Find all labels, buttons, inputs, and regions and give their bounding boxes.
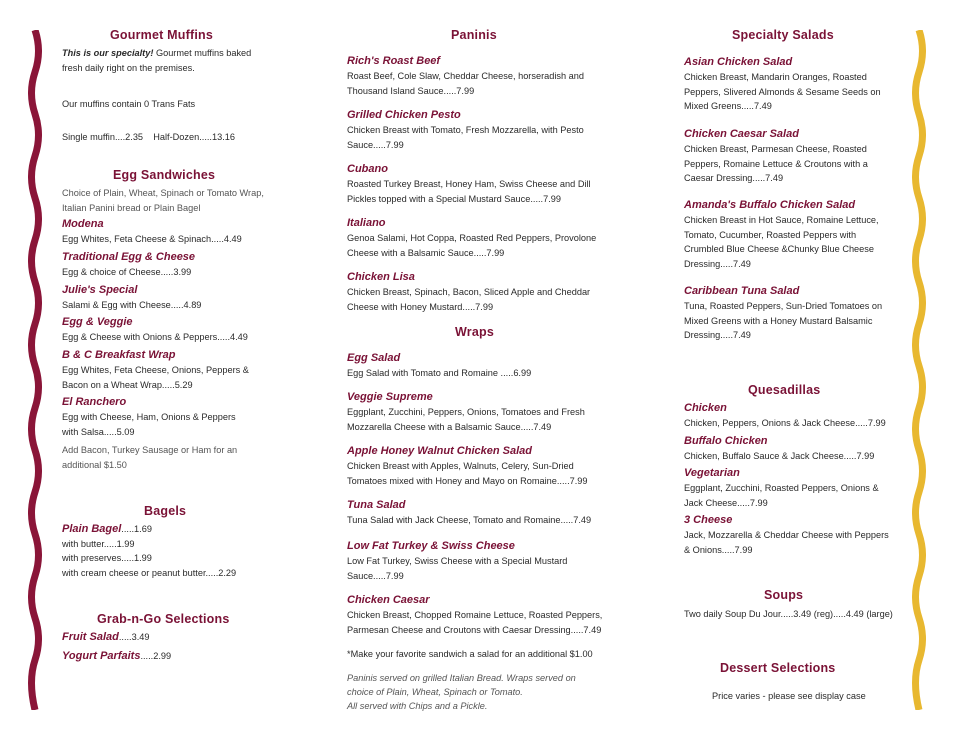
soup-prices: Two daily Soup Du Jour.....3.49 (reg).....4.49 (large) <box>684 609 893 619</box>
menu-item-desc: Roast Beef, Cole Slaw, Cheddar Cheese, horseradish and Thousand Island Sauce.....7.99 <box>347 71 584 96</box>
menu-item-desc: Genoa Salami, Hot Coppa, Roasted Red Peppers, Provolone Cheese with a Balsamic Sauce.....7.99 <box>347 233 597 258</box>
menu-item-desc: Tuna, Roasted Peppers, Sun-Dried Tomatoes on Mixed Greens with a Honey Mustard Balsamic Dressing.....7.49 <box>684 301 883 340</box>
menu-item-name: Egg Salad <box>347 352 401 364</box>
menu-item-desc: Chicken Breast, Chopped Romaine Lettuce, Roasted Peppers, Parmesan Cheese and Croutons with Caesar Dressing.....7.49 <box>347 610 603 635</box>
menu-item-name: Low Fat Turkey & Swiss Cheese <box>347 540 515 552</box>
specialty-salads-heading: Specialty Salads <box>732 28 834 42</box>
menu-item-name: Modena <box>62 218 104 230</box>
plain-bagel-price: .....1.69 <box>121 524 152 534</box>
egg-sandwiches-heading: Egg Sandwiches <box>113 168 216 182</box>
menu-item-name: Asian Chicken Salad <box>684 56 793 68</box>
menu-item-name: Vegetarian <box>684 467 740 479</box>
menu-item-name: Julie's Special <box>62 284 138 296</box>
menu-item-name: Chicken <box>684 402 727 414</box>
menu-item-name: Caribbean Tuna Salad <box>684 285 800 297</box>
menu-item-name: Tuna Salad <box>347 499 406 511</box>
menu-item-desc: Chicken Breast, Mandarin Oranges, Roasted Peppers, Slivered Almonds & Sesame Seeds on Mixed Greens.....7.49 <box>684 72 881 111</box>
menu-item-desc: Egg & choice of Cheese.....3.99 <box>62 267 192 277</box>
menu-item-desc: Chicken, Peppers, Onions & Jack Cheese.....7.99 <box>684 418 886 428</box>
right-wavy-border <box>912 30 926 710</box>
menu-item-name: Chicken Caesar Salad <box>684 128 799 140</box>
menu-item-name: 3 Cheese <box>684 514 733 526</box>
bagels-heading: Bagels <box>144 504 187 518</box>
menu-item-desc: Egg Salad with Tomato and Romaine .....6.99 <box>347 368 532 378</box>
single-muffin-price: Single muffin....2.35 <box>62 132 144 142</box>
menu-item-name: Rich's Roast Beef <box>347 55 441 67</box>
paninis-heading: Paninis <box>451 28 497 42</box>
menu-item-desc: Chicken Breast with Apples, Walnuts, Celery, Sun-Dried Tomatoes mixed with Honey and Mayo on Romaine.....7.99 <box>347 461 588 486</box>
menu-item-name: Apple Honey Walnut Chicken Salad <box>347 445 532 457</box>
plain-bagel-name: Plain Bagel <box>62 523 122 535</box>
dessert-heading: Dessert Selections <box>720 661 836 675</box>
menu-item-desc: Roasted Turkey Breast, Honey Ham, Swiss Cheese and Dill Pickles topped with a Special Mustard Sauce.....7.99 <box>347 179 591 204</box>
menu-item-desc: Egg with Cheese, Ham, Onions & Peppers with Salsa.....5.09 <box>62 412 236 437</box>
menu-item-desc: Chicken, Buffalo Sauce & Jack Cheese.....7.99 <box>684 451 875 461</box>
menu-item-desc: Egg Whites, Feta Cheese, Onions, Peppers & Bacon on a Wheat Wrap.....5.29 <box>62 365 249 390</box>
salad-upgrade-note: *Make your favorite sandwich a salad for an additional $1.00 <box>347 649 593 659</box>
menu-item-name: Italiano <box>347 217 386 229</box>
trans-fats-note: Our muffins contain 0 Trans Fats <box>62 99 196 109</box>
bagel-list: Plain Bagel.....1.69 with butter.....1.99 with preserves.....1.99 with cream cheese or peanut butter.....2.29 <box>62 523 237 578</box>
menu-item-name: Egg & Veggie <box>62 316 133 328</box>
served-note: Paninis served on grilled Italian Bread. Wraps served on choice of Plain, Wheat, Spinach or Tomato. All served with Chips and a Pickle. <box>347 673 576 711</box>
menu-item-name: Cubano <box>347 163 388 175</box>
menu-item-desc: Salami & Egg with Cheese.....4.89 <box>62 300 202 310</box>
menu-item-name: Traditional Egg & Cheese <box>62 251 196 263</box>
soups-heading: Soups <box>764 588 804 602</box>
gourmet-muffins-heading: Gourmet Muffins <box>110 28 213 42</box>
menu-item-name: Grilled Chicken Pesto <box>347 109 461 121</box>
menu-item-desc: Chicken Breast, Spinach, Bacon, Sliced Apple and Cheddar Cheese with Honey Mustard.....7.99 <box>347 287 591 312</box>
quesadillas-heading: Quesadillas <box>748 383 821 397</box>
menu-item-desc: Eggplant, Zucchini, Roasted Peppers, Onions & Jack Cheese.....7.99 <box>684 483 879 508</box>
muffins-intro-rest-2: fresh daily right on the premises. <box>62 62 195 73</box>
menu-item-name: B & C Breakfast Wrap <box>62 349 176 361</box>
menu-item-desc: Egg Whites, Feta Cheese & Spinach.....4.49 <box>62 234 242 244</box>
grab-n-go-item: Fruit Salad.....3.49 <box>62 631 150 643</box>
menu-item-name: Chicken Caesar <box>347 594 430 606</box>
muffins-intro <box>62 46 292 75</box>
menu-item-desc: Egg & Cheese with Onions & Peppers.....4.49 <box>62 332 248 342</box>
dessert-note: Price varies - please see display case <box>712 691 866 701</box>
menu-item-name: El Ranchero <box>62 396 127 408</box>
menu-item-desc: Low Fat Turkey, Swiss Cheese with a Special Mustard Sauce.....7.99 <box>347 556 568 581</box>
menu-item-name: Buffalo Chicken <box>684 435 768 447</box>
menu-item-desc: Chicken Breast in Hot Sauce, Romaine Lettuce, Tomato, Cucumber, Roasted Peppers with Crumbled Blue Cheese &Chunky Blue Cheese Dressing.....7.49 <box>684 215 879 269</box>
muffin-prices <box>62 130 235 145</box>
specialty-label: This is our specialty! <box>62 48 154 58</box>
muffins-intro-rest-1: Gourmet muffins baked <box>153 48 252 58</box>
menu-item-desc: Chicken Breast with Tomato, Fresh Mozzarella, with Pesto Sauce.....7.99 <box>347 125 584 150</box>
grab-n-go-heading: Grab-n-Go Selections <box>97 612 230 626</box>
half-dozen-price: Half-Dozen.....13.16 <box>153 132 235 142</box>
menu-item-name: Chicken Lisa <box>347 271 415 283</box>
menu-item-desc: Eggplant, Zucchini, Peppers, Onions, Tomatoes and Fresh Mozzarella Cheese with a Balsamic Sauce.....7.49 <box>347 407 585 432</box>
grab-n-go-item: Yogurt Parfaits.....2.99 <box>62 650 172 662</box>
wraps-heading: Wraps <box>455 325 494 339</box>
menu-item-name: Veggie Supreme <box>347 391 433 403</box>
egg-sandwiches-intro: Choice of Plain, Wheat, Spinach or Tomato Wrap, Italian Panini bread or Plain Bagel <box>62 188 264 213</box>
menu-item-name: Amanda's Buffalo Chicken Salad <box>684 199 856 211</box>
menu-item-desc: Tuna Salad with Jack Cheese, Tomato and Romaine.....7.49 <box>347 515 592 525</box>
menu-item-desc: Chicken Breast, Parmesan Cheese, Roasted Peppers, Romaine Lettuce & Croutons with a Caesar Dressing.....7.49 <box>684 144 868 183</box>
left-wavy-border <box>28 30 42 710</box>
egg-addon-note: Add Bacon, Turkey Sausage or Ham for an additional $1.50 <box>62 445 238 470</box>
menu-item-desc: Jack, Mozzarella & Cheddar Cheese with Peppers & Onions.....7.99 <box>684 530 889 555</box>
